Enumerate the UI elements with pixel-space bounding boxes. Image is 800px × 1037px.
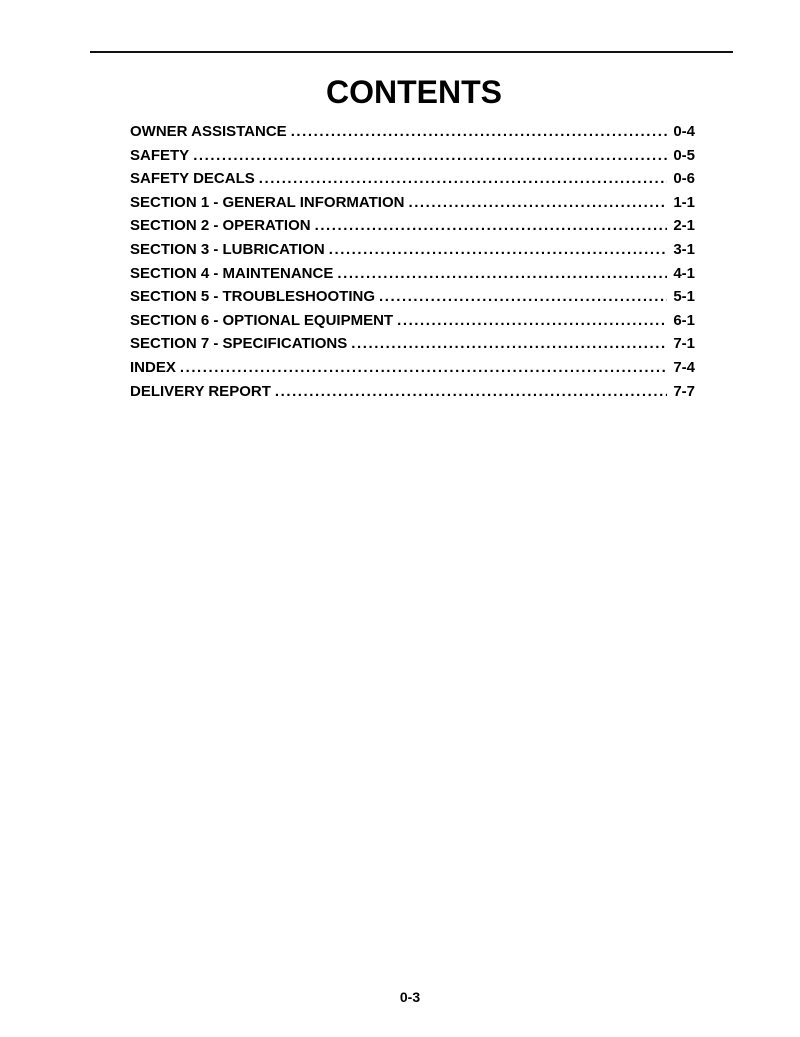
toc-dot-leader: [337, 265, 667, 282]
toc-entry-owner-assistance[interactable]: [130, 123, 695, 147]
toc-entry-page: 5-1: [673, 288, 695, 306]
toc-entry-label: INDEX: [130, 358, 176, 376]
header-rule: [90, 51, 733, 53]
toc-entry-label: SECTION 2 - OPERATION: [130, 217, 311, 235]
toc-entry-label: SECTION 6 - OPTIONAL EQUIPMENT: [130, 311, 394, 329]
toc-entry-delivery-report[interactable]: [130, 383, 695, 407]
toc-entry-section-4[interactable]: [130, 265, 695, 289]
toc-entry-label: SAFETY: [130, 146, 190, 164]
toc-entry-section-1[interactable]: [130, 194, 695, 218]
toc-entry-section-6[interactable]: [130, 312, 695, 336]
toc-entry-safety[interactable]: [130, 147, 695, 171]
toc-entry-page: 7-1: [673, 335, 695, 353]
toc-entry-page: 2-1: [673, 217, 695, 235]
toc-entry-page: 3-1: [673, 240, 695, 258]
toc-entry-label: DELIVERY REPORT: [130, 382, 271, 400]
page-title: CONTENTS: [326, 74, 502, 110]
toc-dot-leader: [291, 123, 668, 140]
toc-dot-leader: [351, 335, 667, 352]
toc-dot-leader: [408, 194, 667, 211]
toc-entry-section-5[interactable]: [130, 288, 695, 312]
table-of-contents: [130, 123, 695, 406]
toc-entry-page: 0-4: [673, 123, 695, 140]
toc-dot-leader: [379, 288, 667, 305]
toc-dot-leader: [259, 170, 668, 187]
toc-entry-label: SAFETY DECALS: [130, 170, 255, 188]
toc-entry-page: 7-7: [673, 382, 695, 400]
toc-entry-index[interactable]: [130, 359, 695, 383]
toc-entry-section-7[interactable]: [130, 335, 695, 359]
toc-entry-page: 0-6: [673, 170, 695, 188]
toc-entry-page: 4-1: [673, 264, 695, 282]
toc-dot-leader: [315, 217, 668, 234]
toc-dot-leader: [193, 147, 667, 164]
toc-entry-page: 1-1: [673, 193, 695, 211]
toc-entry-section-3[interactable]: [130, 241, 695, 265]
toc-entry-page: 6-1: [673, 311, 695, 329]
toc-entry-page: 0-5: [673, 146, 695, 164]
page-number: 0-3: [399, 989, 421, 1005]
toc-dot-leader: [275, 383, 667, 400]
toc-entry-safety-decals[interactable]: [130, 170, 695, 194]
toc-entry-page: 7-4: [673, 358, 695, 376]
toc-entry-section-2[interactable]: [130, 217, 695, 241]
toc-dot-leader: [397, 312, 667, 329]
toc-dot-leader: [180, 359, 667, 376]
toc-entry-label: OWNER ASSISTANCE: [130, 123, 287, 140]
toc-entry-label: SECTION 4 - MAINTENANCE: [130, 264, 334, 282]
toc-dot-leader: [329, 241, 668, 258]
toc-entry-label: SECTION 7 - SPECIFICATIONS: [130, 335, 348, 353]
toc-entry-label: SECTION 5 - TROUBLESHOOTING: [130, 288, 376, 306]
toc-entry-label: SECTION 3 - LUBRICATION: [130, 240, 325, 258]
toc-entry-label: SECTION 1 - GENERAL INFORMATION: [130, 193, 405, 211]
